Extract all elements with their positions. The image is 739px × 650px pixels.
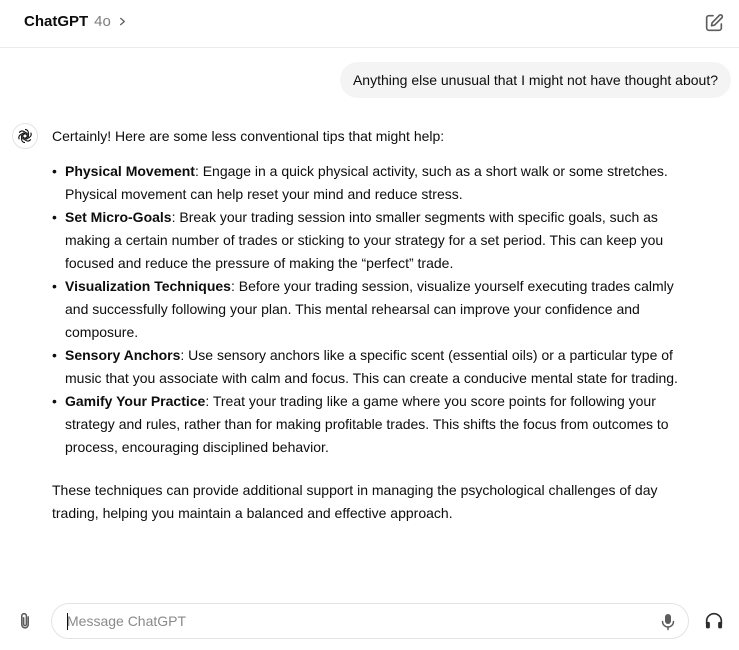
tip-title: Set Micro-Goals [65, 209, 172, 225]
tips-list [52, 160, 692, 459]
tip-text: : Break your trading session into smaller segments with specific goals, such as making a certain number of trades or sticking to your strategy for a set period. This can keep you focused and reduce the pressure of making the “perfect” trade. [65, 209, 664, 271]
paperclip-icon[interactable] [14, 610, 36, 632]
app-name: ChatGPT [24, 13, 89, 30]
tip-text: : Treat your trading like a game where you score points for following your strategy and rules, rather than for making profitable trades. This shifts the focus from outcomes to process, encouraging disciplined behavior. [65, 393, 669, 455]
microphone-icon[interactable] [660, 613, 676, 631]
assistant-intro: Certainly! Here are some less conventional tips that might help: [52, 128, 445, 144]
tip-title: Sensory Anchors [65, 347, 181, 363]
openai-logo-icon [16, 127, 34, 145]
text-caret [67, 613, 68, 630]
assistant-closing: These techniques can provide additional support in managing the psychological challenges of day trading, helping you maintain a balanced and effective approach. [52, 482, 658, 521]
tip-title: Physical Movement [65, 163, 195, 179]
compose-icon[interactable] [703, 12, 725, 34]
tip-text: : Engage in a quick physical activity, such as a short walk or some stretches. Physical movement can help reset your mind and reduce stress. [65, 163, 668, 202]
tip-text: : Before your trading session, visualize yourself executing trades calmly and successfully following your plan. This mental rehearsal can improve your confidence and composure. [65, 278, 674, 340]
headphones-icon[interactable] [703, 610, 725, 632]
tip-title: Visualization Techniques [65, 278, 231, 294]
assistant-avatar [12, 123, 38, 149]
message-composer [51, 603, 689, 639]
tip-item [52, 275, 692, 344]
user-message: Anything else unusual that I might not have thought about? [340, 62, 731, 98]
tip-title: Gamify Your Practice [65, 393, 206, 409]
tip-item [52, 206, 692, 275]
tip-text: : Use sensory anchors like a specific scent (essential oils) or a particular type of music that you associate with calm and focus. This can create a conducive mental state for trading. [65, 347, 678, 386]
chevron-right-icon [118, 17, 127, 26]
model-name: 4o [94, 13, 111, 30]
tip-item [52, 160, 692, 206]
message-input[interactable] [67, 604, 637, 638]
assistant-message [52, 125, 692, 525]
model-switcher[interactable] [24, 13, 127, 30]
top-bar [0, 0, 739, 48]
tip-item [52, 344, 692, 390]
tip-item [52, 390, 692, 459]
